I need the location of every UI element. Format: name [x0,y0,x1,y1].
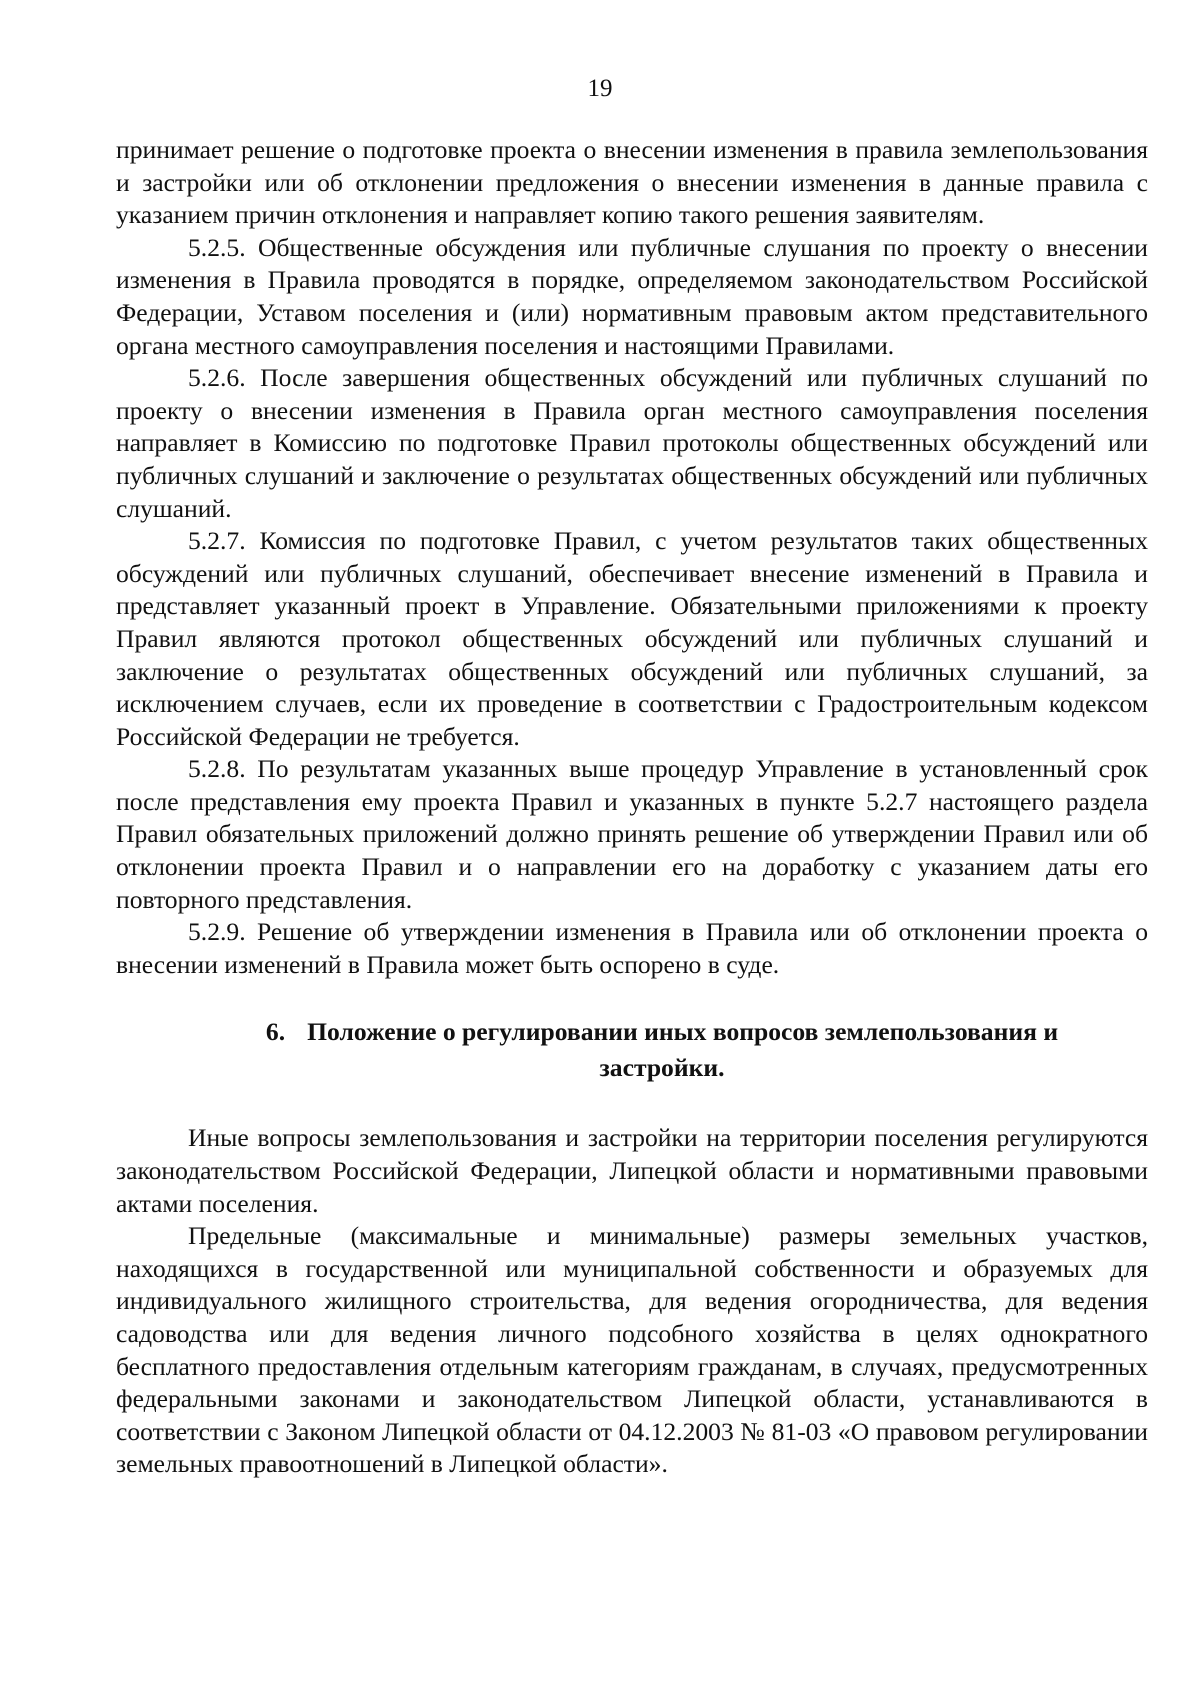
paragraph-5-2-6: 5.2.6. После завершения общественных обсуждений или публичных слушаний по проекту о внесении изменения в Правила орган местного самоуправления поселения направляет в Комиссию по подготовке Правил протоколы общественных обсуждений или публичных слушаний и заключение о результатах общественных обсуждений или публичных слушаний. [116,363,1148,523]
paragraphs-top [116,134,1148,981]
page-number: 19 [587,75,613,102]
paragraph: принимает решение о подготовке проекта о внесении изменения в правила землепользования и застройки или об отклонении предложения о внесении изменения в данные правила с указанием причин отклонения и направляет копию такого решения заявителям. [116,135,1148,230]
section-spacer [116,1086,1148,1122]
paragraph-5-2-5: 5.2.5. Общественные обсуждения или публичные слушания по проекту о внесении изменения в Правила проводятся в порядке, определяемом законодательством Российской Федерации, Уставом поселения и (или) нормативным правовым актом представительного органа местного самоуправления поселения и настоящими Правилами. [116,232,1148,360]
paragraph-5-2-8: 5.2.8. По результатам указанных выше процедур Управление в установленный срок после представления ему проекта Правил и указанных в пункте 5.2.7 настоящего раздела Правил обязательных приложений должно принять решение об утверждении Правил или об отклонении проекта Правил и о направлении его на доработку с указанием даты его повторного представления. [116,754,1148,914]
section-title: Положение о регулировании иных вопросов землепользования и застройки. [307,1017,1059,1083]
section-number: 6. [265,1017,286,1047]
document-body [116,134,1148,1481]
section-heading [116,1014,1148,1086]
paragraphs-bottom [116,1122,1148,1481]
paragraph-other-questions: Иные вопросы землепользования и застройки на территории поселения регулируются законодательством Российской Федерации, Липецкой области и нормативными правовыми актами поселения. [116,1123,1148,1218]
paragraph-5-2-9: 5.2.9. Решение об утверждении изменения в Правила или об отклонении проекта о внесении изменений в Правила может быть оспорено в суде. [116,917,1148,979]
paragraph-land-plot-sizes: Предельные (максимальные и минимальные) размеры земельных участков, находящихся в государственной или муниципальной собственности и образуемых для индивидуального жилищного строительства, для ведения огородничества, для ведения садоводства или для ведения личного подсобного хозяйства в целях однократного бесплатного предоставления отдельным категориям гражданам, в случаях, предусмотренных федеральными законами и законодательством Липецкой области, устанавливаются в соответствии с Законом Липецкой области от 04.12.2003 № 81-03 «О правовом регулировании земельных правоотношений в Липецкой области». [116,1221,1148,1479]
paragraph-5-2-7: 5.2.7. Комиссия по подготовке Правил, с учетом результатов таких общественных обсуждений или публичных слушаний, обеспечивает внесение изменений в Правила и представляет указанный проект в Управление. Обязательными приложениями к проекту Правил являются протокол общественных обсуждений или публичных слушаний и заключение о результатах общественных обсуждений или публичных слушаний, за исключением случаев, если их проведение в соответствии с Градостроительным кодексом Российской Федерации не требуется. [116,526,1148,751]
